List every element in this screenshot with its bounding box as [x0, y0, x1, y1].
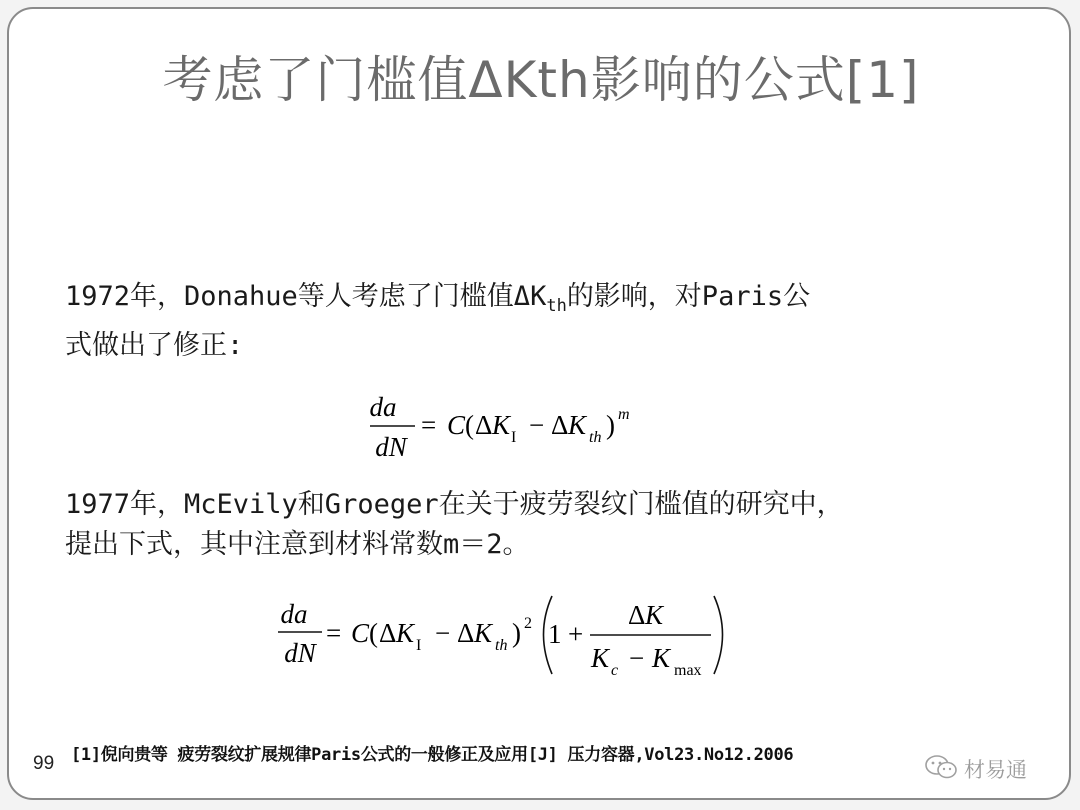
equation-mcevily: [270, 586, 730, 687]
eq2-k-4: K: [591, 643, 610, 673]
eq2-minus-2: −: [629, 643, 645, 673]
eq1-numerator: da: [369, 392, 397, 422]
eq2-coef: C: [351, 618, 370, 648]
paragraph-donahue: [65, 277, 810, 366]
eq1-close-paren: ): [606, 410, 615, 440]
eq2-sub-max: max: [674, 662, 702, 679]
eq1-sub-i: I: [511, 429, 517, 446]
eq2-exponent: 2: [524, 615, 532, 632]
eq1-exponent: m: [618, 406, 630, 423]
eq2-denominator: dN: [284, 638, 316, 668]
eq2-k-3: K: [645, 600, 664, 630]
watermark: [924, 753, 1027, 785]
paragraph-donahue-line2: 式做出了修正:: [65, 330, 244, 361]
eq2-equals: =: [326, 618, 342, 648]
eq2-k-1: K: [396, 618, 415, 648]
eq2-delta-2: Δ: [457, 618, 475, 648]
eq2-delta-3: Δ: [628, 600, 646, 630]
eq2-big-close-paren: [714, 596, 723, 674]
wechat-icon: [924, 754, 958, 785]
eq2-one: 1: [548, 619, 562, 649]
paragraph-mcevily-line2: 提出下式，其中注意到材料常数m＝2。: [65, 529, 530, 560]
eq2-close-paren: ): [512, 618, 521, 648]
eq2-numerator: da: [280, 599, 308, 629]
eq1-denominator: dN: [375, 432, 407, 462]
eq1-coef: C: [447, 410, 466, 440]
eq2-k-5: K: [652, 643, 671, 673]
watermark-text: 材易通: [964, 758, 1027, 782]
slide-title: 考虑了门槛值ΔKth影响的公式[1]: [162, 51, 920, 109]
eq1-k-2: K: [568, 410, 587, 440]
eq1-delta-1: Δ: [475, 410, 493, 440]
footnote-reference: [1]倪向贵等 疲劳裂纹扩展规律Paris公式的一般修正及应用[J] 压力容器,Vol23.No12.2006: [71, 745, 794, 765]
eq2-minus-1: −: [435, 618, 451, 648]
eq2-delta-1: Δ: [379, 618, 397, 648]
equation-donahue: [369, 385, 669, 474]
equation-mcevily-formula: [270, 586, 730, 682]
eq2-sub-i: I: [416, 637, 422, 654]
page-number: 99: [33, 753, 55, 774]
equation-donahue-formula: [369, 385, 669, 469]
eq1-open-paren: (: [465, 410, 474, 440]
eq1-minus: −: [529, 410, 545, 440]
eq1-delta-2: Δ: [551, 410, 569, 440]
eq2-sub-th: th: [495, 637, 508, 654]
eq1-equals: =: [421, 410, 437, 440]
paragraph-donahue-line1: 1972年，Donahue等人考虑了门槛值$\Delta K_{th}$的影响，对Paris公: [65, 281, 811, 316]
eq1-k-1: K: [492, 410, 511, 440]
slide: [7, 7, 1071, 800]
eq2-open-paren: (: [369, 618, 378, 648]
paragraph-mcevily: [65, 485, 844, 565]
eq2-sub-c: c: [611, 662, 619, 679]
eq1-sub-th: th: [589, 429, 602, 446]
paragraph-mcevily-line1: 1977年，McEvily和Groeger在关于疲劳裂纹门槛值的研究中，: [65, 489, 844, 520]
eq2-plus: +: [568, 619, 584, 649]
eq2-k-2: K: [474, 618, 493, 648]
